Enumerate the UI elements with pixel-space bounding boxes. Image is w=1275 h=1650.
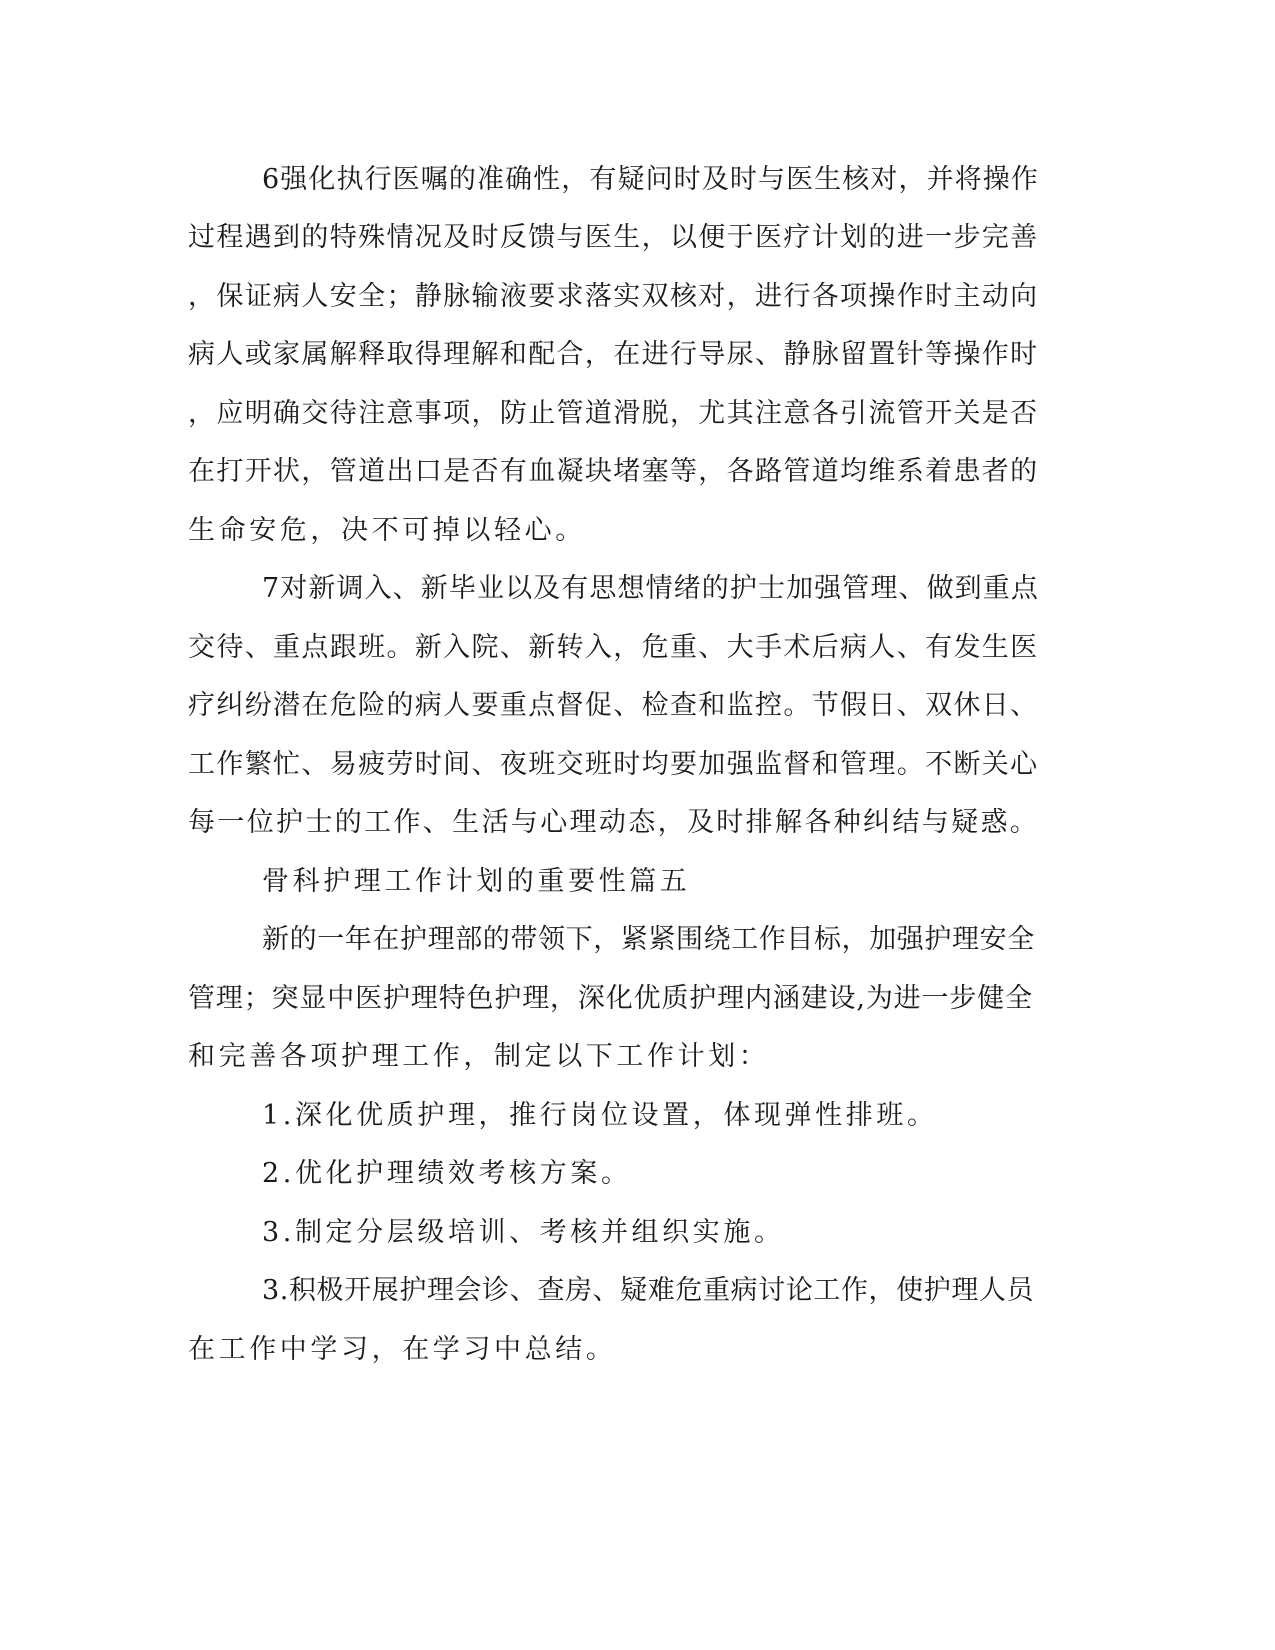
plan-item-4-line-1: 3.积极开展护理会诊、查房、疑难危重病讨论工作，使护理人员 bbox=[262, 1275, 1035, 1306]
plan-item-3: 3.制定分层级培训、考核并组织实施。 bbox=[262, 1217, 785, 1248]
intro-paragraph-line-1: 新的一年在护理部的带领下，紧紧围绕工作目标，加强护理安全 bbox=[262, 924, 1035, 955]
paragraph-6-line-5: ，应明确交待注意事项，防止管道滑脱，尤其注意各引流管开关是否 bbox=[188, 398, 1039, 429]
intro-paragraph-line-3: 和完善各项护理工作，制定以下工作计划： bbox=[188, 1041, 770, 1072]
paragraph-7-line-3: 疗纠纷潜在危险的病人要重点督促、检查和监控。节假日、双休日、 bbox=[188, 690, 1039, 721]
plan-item-2: 2.优化护理绩效考核方案。 bbox=[262, 1158, 632, 1189]
paragraph-6-line-7: 生命安危，决不可掉以轻心。 bbox=[188, 515, 586, 546]
paragraph-6-line-1: 6强化执行医嘱的准确性，有疑问时及时与医生核对，并将操作 bbox=[262, 164, 1039, 195]
intro-paragraph-line-2: 管理；突显中医护理特色护理，深化优质护理内涵建设,为进一步健全 bbox=[188, 983, 1033, 1014]
paragraph-7-line-4: 工作繁忙、易疲劳时间、夜班交班时均要加强监督和管理。不断关心 bbox=[188, 749, 1039, 780]
paragraph-7-line-2: 交待、重点跟班。新入院、新转入，危重、大手术后病人、有发生医 bbox=[188, 632, 1039, 663]
paragraph-6-line-4: 病人或家属解释取得理解和配合，在进行导尿、静脉留置针等操作时 bbox=[188, 339, 1039, 370]
plan-item-4-line-2: 在工作中学习，在学习中总结。 bbox=[188, 1334, 617, 1365]
paragraph-6-line-3: ，保证病人安全；静脉输液要求落实双核对，进行各项操作时主动向 bbox=[188, 281, 1039, 312]
paragraph-6-line-6: 在打开状，管道出口是否有血凝块堵塞等，各路管道均维系着患者的 bbox=[188, 456, 1039, 487]
plan-item-1: 1.深化优质护理，推行岗位设置，体现弹性排班。 bbox=[262, 1100, 938, 1131]
paragraph-7-line-5: 每一位护士的工作、生活与心理动态，及时排解各种纠结与疑惑。 bbox=[188, 807, 1040, 838]
paragraph-6-line-2: 过程遇到的特殊情况及时反馈与医生，以便于医疗计划的进一步完善 bbox=[188, 222, 1039, 253]
section-heading: 骨科护理工作计划的重要性篇五 bbox=[262, 866, 691, 897]
paragraph-7-line-1: 7对新调入、新毕业以及有思想情绪的护士加强管理、做到重点 bbox=[262, 573, 1039, 604]
